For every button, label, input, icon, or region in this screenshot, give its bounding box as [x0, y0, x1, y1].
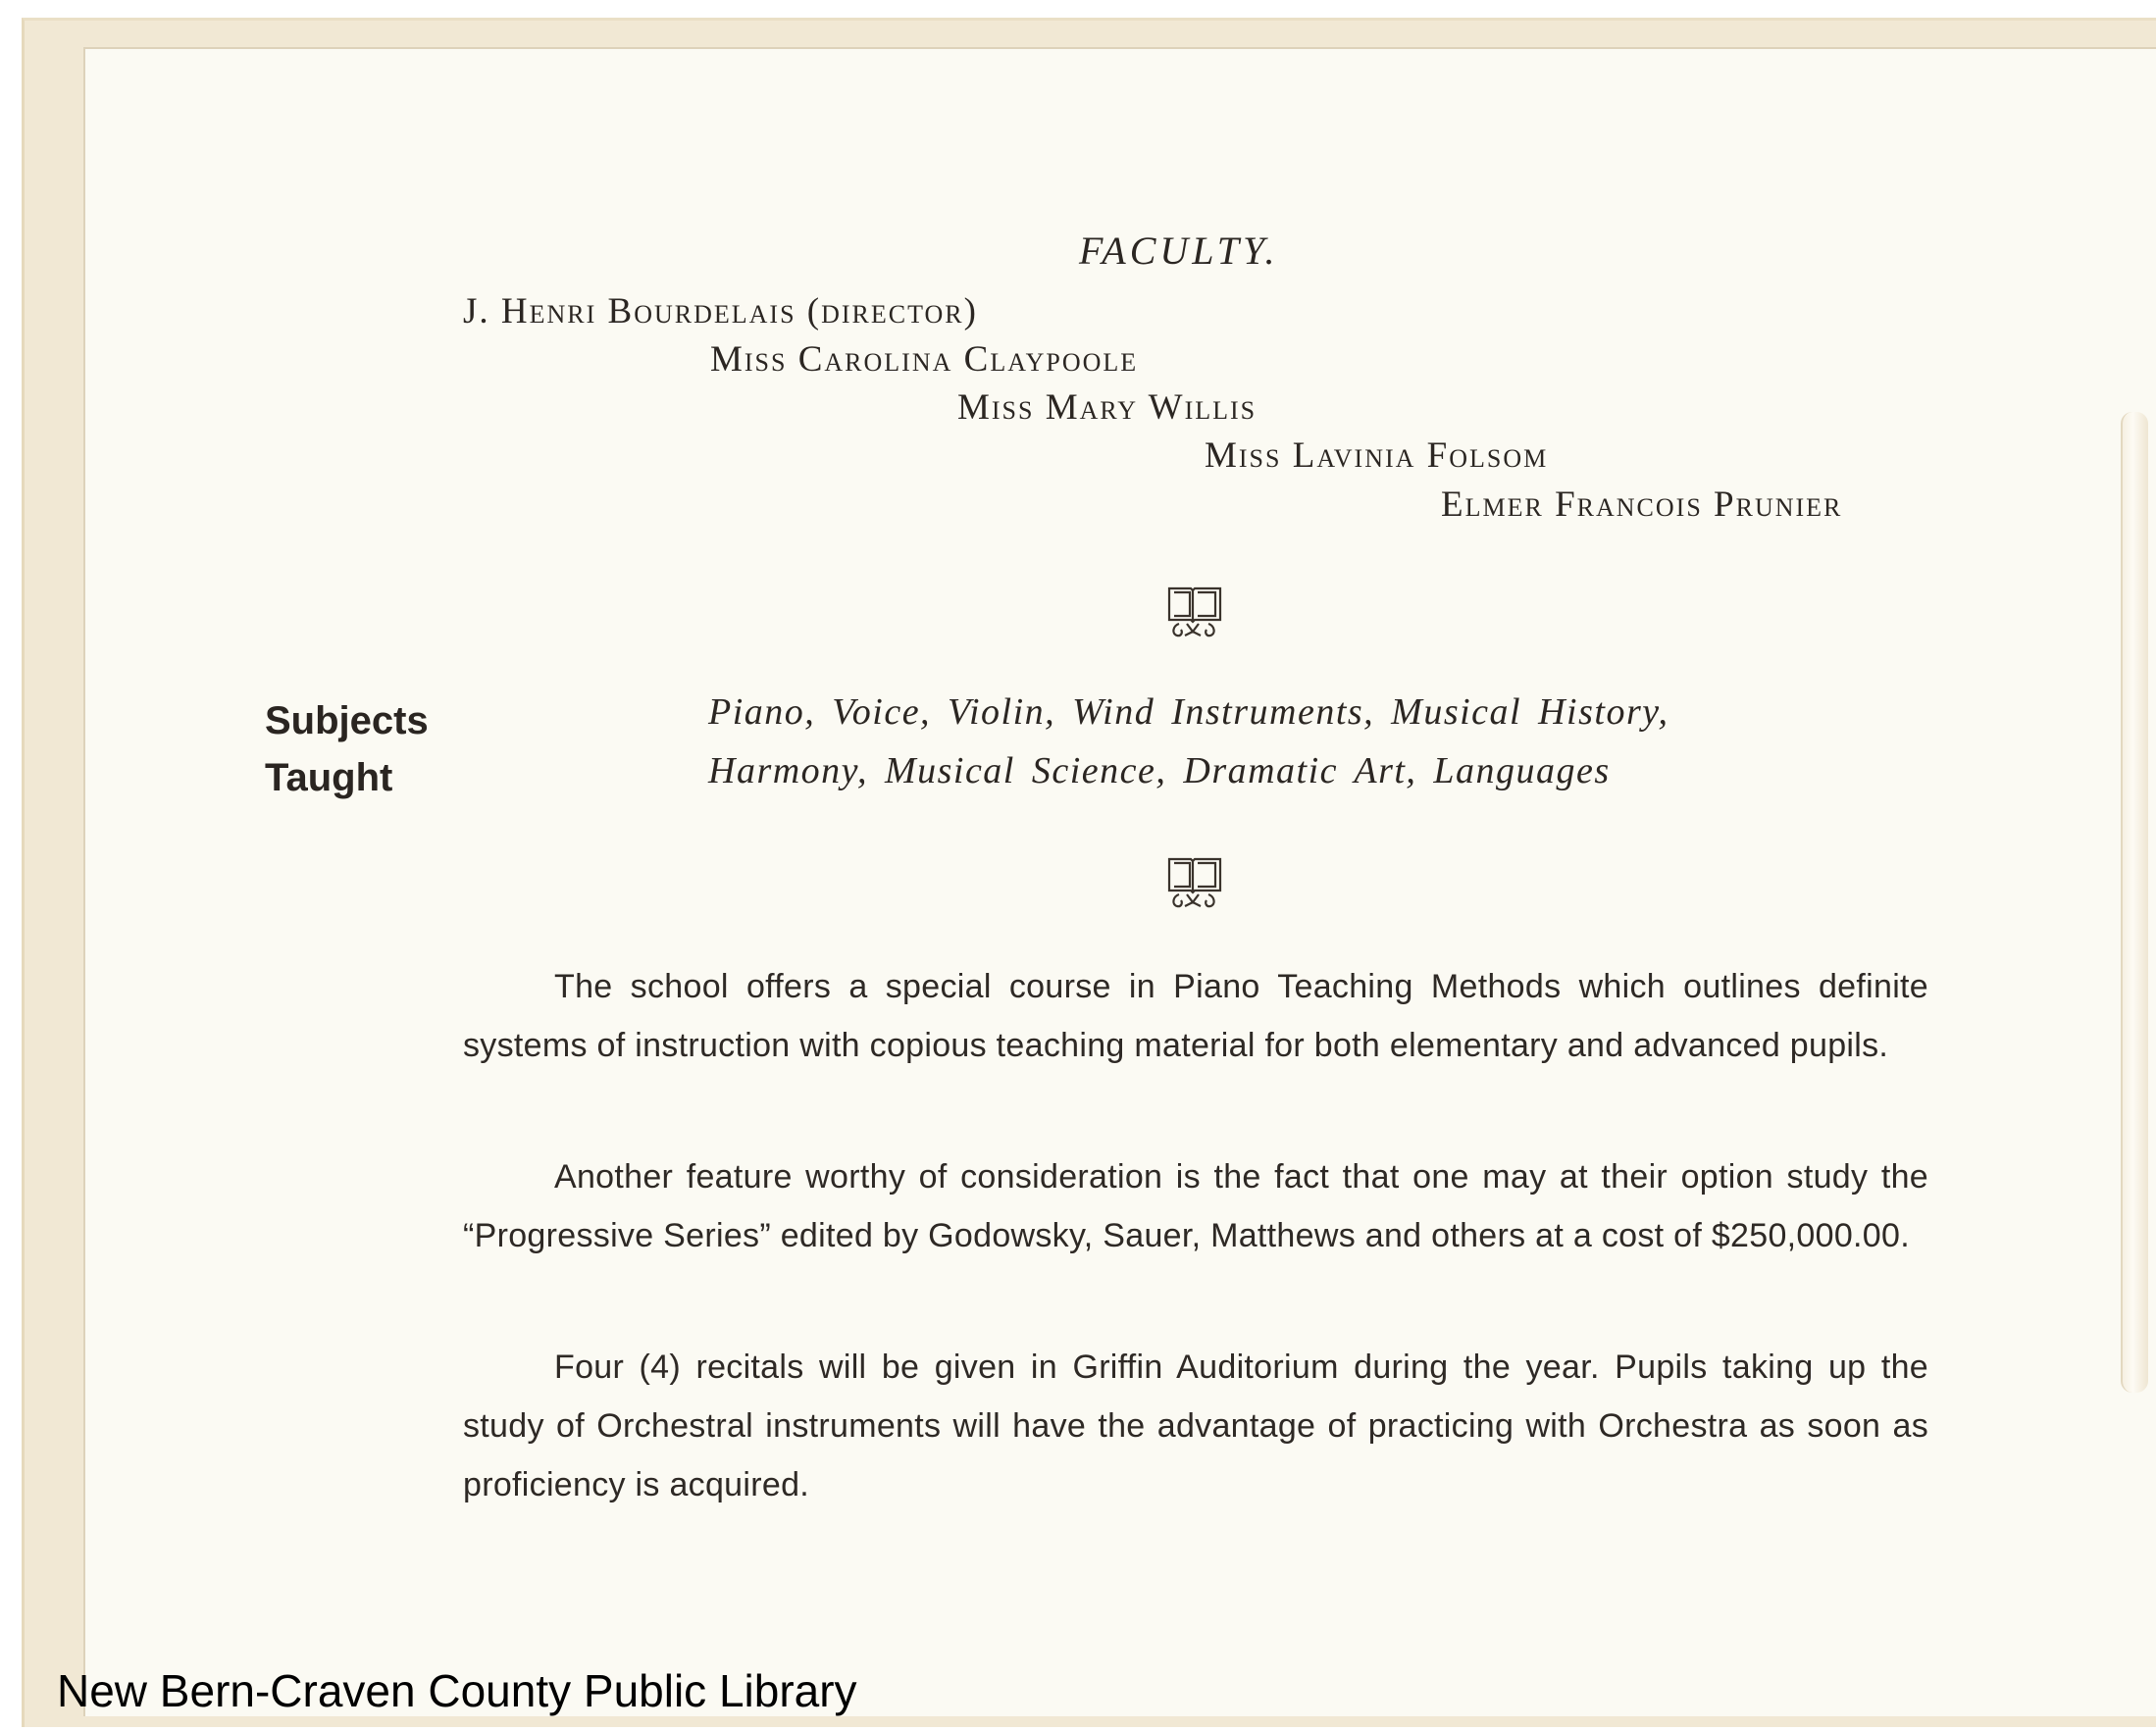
- subjects-list-line-1: Piano, Voice, Violin, Wind Instruments, Musical History,: [708, 691, 1669, 733]
- book-ornament-icon: [1163, 581, 1226, 643]
- faculty-member: Miss Lavinia Folsom: [1205, 435, 1549, 476]
- subjects-list-line-2: Harmony, Musical Science, Dramatic Art, Languages: [708, 750, 1611, 791]
- faculty-member: Miss Mary Willis: [957, 387, 1258, 428]
- taught-label-line: Taught: [265, 756, 393, 799]
- faculty-member: Miss Carolina Claypoole: [710, 339, 1139, 380]
- faculty-member: Elmer Francois Prunier: [1441, 484, 1843, 525]
- library-watermark: New Bern-Craven County Public Library: [57, 1665, 857, 1716]
- paragraph-progressive-series: Another feature worthy of consideration is the fact that one may at their option study the “Progressive Series” edited by Godowsky, Sauer, Matthews and others at a cost of $250,000.00.: [463, 1158, 1928, 1254]
- book-ornament-icon: [1163, 851, 1226, 914]
- paragraph-recitals: Four (4) recitals will be given in Griffin Auditorium during the year. Pupils taking up the study of Orchestral instruments will have the advantage of practicing with Orchestra as soon as proficiency is acquired.: [463, 1349, 1928, 1503]
- subjects-taught-label: [265, 692, 429, 806]
- faculty-member-director: J. Henri Bourdelais (director): [463, 291, 978, 331]
- paragraph-piano-teaching: The school offers a special course in Piano Teaching Methods which outlines definite systems of instruction with copious teaching material for both elementary and advanced pupils.: [463, 968, 1928, 1064]
- page-binding: [2121, 412, 2148, 1393]
- subjects-label-line: Subjects: [265, 699, 429, 742]
- faculty-heading: FACULTY.: [1079, 229, 1279, 273]
